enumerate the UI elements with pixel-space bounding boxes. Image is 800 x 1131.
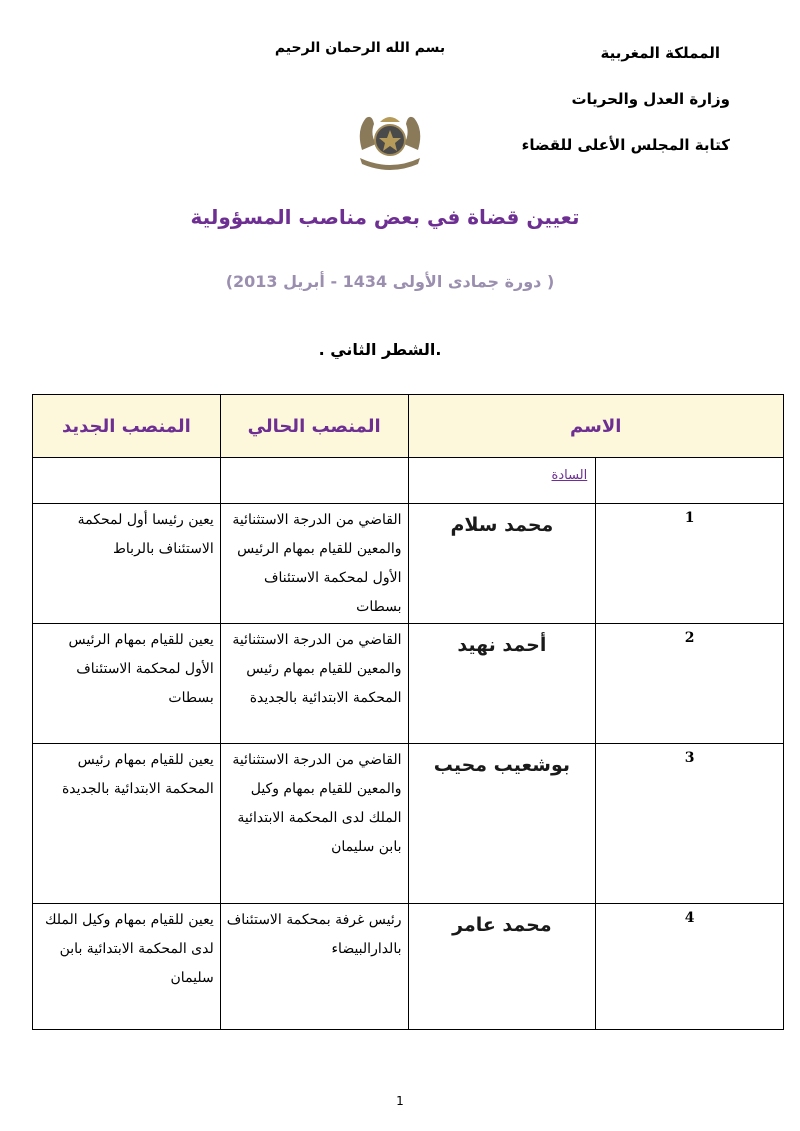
header-current: المنصب الحالي (220, 395, 408, 458)
royal-emblem-icon (352, 110, 428, 172)
row-number: 1 (596, 504, 784, 624)
appointments-table (32, 394, 784, 1030)
row-new-post: يعين للقيام بمهام الرئيس الأول لمحكمة الاستئناف بسطات (33, 624, 221, 744)
row-name: بوشعيب محيب (408, 744, 596, 904)
row-number: 4 (596, 904, 784, 1030)
table-header-row (33, 395, 784, 458)
row-new-post: يعين رئيسا أول لمحكمة الاستئناف بالرباط (33, 504, 221, 624)
row-name: أحمد نهيد (408, 624, 596, 744)
table-row (33, 504, 784, 624)
council-line: كتابة المجلس الأعلى للقضاء (521, 136, 730, 154)
ministry-line: وزارة العدل والحريات (571, 90, 730, 108)
table-row (33, 904, 784, 1030)
table-row (33, 744, 784, 904)
prefix-label: السادة (551, 468, 588, 483)
page-number: 1 (396, 1094, 404, 1108)
row-number: 2 (596, 624, 784, 744)
row-name: محمد عامر (408, 904, 596, 1030)
header-new: المنصب الجديد (33, 395, 221, 458)
row-number: 3 (596, 744, 784, 904)
header-name: الاسم (408, 395, 784, 458)
row-current-post: رئيس غرفة بمحكمة الاستئناف بالدارالبيضاء (220, 904, 408, 1030)
basmala: بسم الله الرحمان الرحيم (274, 40, 446, 56)
row-current-post: القاضي من الدرجة الاستثنائية والمعين للقيام بمهام رئيس المحكمة الابتدائية بالجديدة (220, 624, 408, 744)
document-title: تعيين قضاة في بعض مناصب المسؤولية (190, 205, 580, 229)
kingdom-line: المملكة المغربية (600, 44, 720, 62)
row-current-post: القاضي من الدرجة الاستثنائية والمعين للقيام بمهام وكيل الملك لدى المحكمة الابتدائية بابن سليمان (220, 744, 408, 904)
row-new-post: يعين للقيام بمهام رئيس المحكمة الابتدائية بالجديدة (33, 744, 221, 904)
session-subtitle: ( دورة جمادى الأولى 1434 - أبريل 2013) (225, 272, 555, 291)
table-row (33, 458, 784, 504)
part-label: .الشطر الثاني . (318, 340, 442, 359)
row-current-post: القاضي من الدرجة الاستثنائية والمعين للقيام بمهام الرئيس الأول لمحكمة الاستئناف بسطات (220, 504, 408, 624)
row-name: محمد سلام (408, 504, 596, 624)
table-row (33, 624, 784, 744)
row-new-post: يعين للقيام بمهام وكيل الملك لدى المحكمة الابتدائية بابن سليمان (33, 904, 221, 1030)
ministry-header (522, 30, 730, 168)
